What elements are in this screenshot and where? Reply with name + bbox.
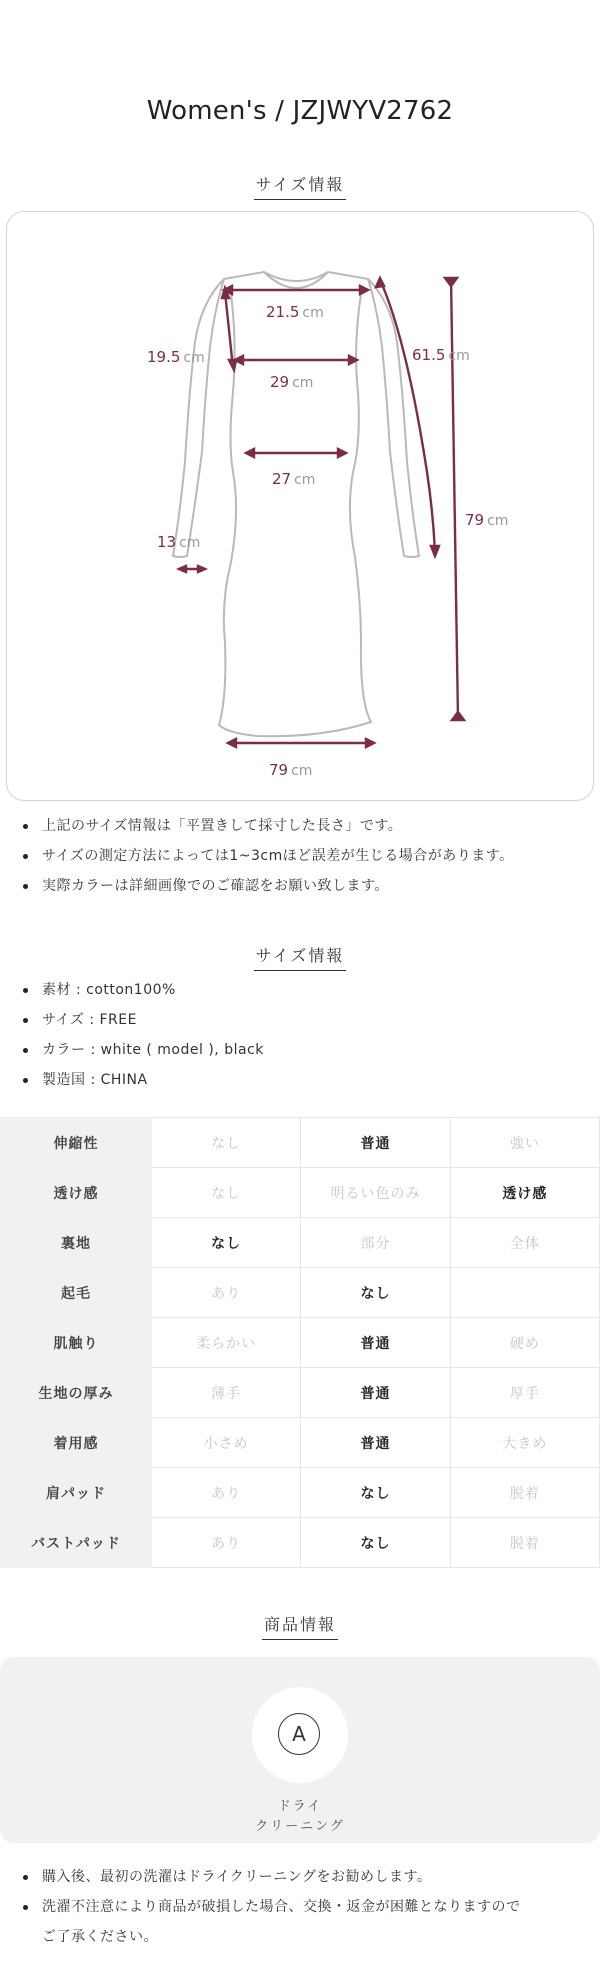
attribute-label: 透け感 — [1, 1168, 152, 1218]
care-symbol — [252, 1687, 348, 1783]
size-notes — [0, 811, 600, 901]
list-item: サイズの測定方法によっては1~3cmほど誤差が生じる場合があります。 — [0, 841, 600, 871]
attribute-label: 起毛 — [1, 1268, 152, 1318]
attribute-option: なし — [152, 1218, 301, 1268]
table-row — [1, 1168, 600, 1218]
attribute-option: 薄手 — [152, 1368, 301, 1418]
spec-heading: サイズ情報 — [0, 943, 600, 971]
sleeve-label: 61.5 cm — [412, 346, 470, 364]
attribute-option: 透け感 — [450, 1168, 599, 1218]
list-item: カラー : white ( model ), black — [0, 1035, 600, 1065]
list-item: 製造国 : CHINA — [0, 1065, 600, 1095]
table-row — [1, 1418, 600, 1468]
attribute-option: 小さめ — [152, 1418, 301, 1468]
list-item: サイズ : FREE — [0, 1005, 600, 1035]
table-row — [1, 1468, 600, 1518]
attribute-option: なし — [301, 1468, 450, 1518]
table-row — [1, 1118, 600, 1168]
attribute-option: なし — [152, 1118, 301, 1168]
attribute-option: 部分 — [301, 1218, 450, 1268]
attribute-table — [0, 1117, 600, 1568]
length-dimension — [451, 278, 458, 720]
attribute-option: 全体 — [450, 1218, 599, 1268]
care-panel — [0, 1657, 600, 1843]
attribute-option: 厚手 — [450, 1368, 599, 1418]
care-label: ドライ クリーニング — [255, 1799, 345, 1834]
attribute-label: 生地の厚み — [1, 1368, 152, 1418]
table-row — [1, 1268, 600, 1318]
attribute-option — [450, 1268, 599, 1318]
table-row — [1, 1368, 600, 1418]
attribute-option: 普通 — [301, 1118, 450, 1168]
list-item: 購入後、最初の洗濯はドライクリーニングをお勧めします。 — [0, 1862, 600, 1892]
attribute-label: バストパッド — [1, 1518, 152, 1568]
dress-diagram — [7, 212, 593, 800]
list-item: 実際カラーは詳細画像でのご確認をお願い致します。 — [0, 871, 600, 901]
list-item-continued: ご了承ください。 — [42, 1929, 158, 1945]
hem-label: 79 cm — [269, 761, 313, 779]
attribute-option: あり — [152, 1518, 301, 1568]
attribute-option: 強い — [450, 1118, 599, 1168]
bust-label: 29 cm — [270, 373, 314, 391]
table-row — [1, 1518, 600, 1568]
attribute-label: 着用感 — [1, 1418, 152, 1468]
table-row — [1, 1218, 600, 1268]
table-row — [1, 1318, 600, 1368]
shoulder-label: 21.5 cm — [266, 303, 324, 321]
page-title: Women's / JZJWYV2762 — [146, 96, 454, 126]
attribute-option: 硬め — [450, 1318, 599, 1368]
product-info-heading: 商品情報 — [0, 1612, 600, 1640]
size-diagram — [6, 211, 594, 801]
cuff-label: 13 cm — [157, 533, 201, 551]
attribute-label: 裏地 — [1, 1218, 152, 1268]
care-notes — [0, 1862, 600, 1952]
spec-list — [0, 975, 600, 1095]
attribute-option: あり — [152, 1268, 301, 1318]
sleeve-dimension — [381, 282, 435, 552]
attribute-option: なし — [301, 1268, 450, 1318]
list-item: 素材 : cotton100% — [0, 975, 600, 1005]
attribute-option: 明るい色のみ — [301, 1168, 450, 1218]
attribute-option: 大きめ — [450, 1418, 599, 1468]
attribute-option: 普通 — [301, 1418, 450, 1468]
attribute-label: 肌触り — [1, 1318, 152, 1368]
attribute-option: あり — [152, 1468, 301, 1518]
dress-outline — [173, 272, 419, 736]
attribute-option: 普通 — [301, 1368, 450, 1418]
attribute-option: なし — [152, 1168, 301, 1218]
dry-clean-icon: A — [278, 1713, 320, 1755]
size-info-heading: サイズ情報 — [0, 172, 600, 200]
attribute-option: 普通 — [301, 1318, 450, 1368]
waist-label: 27 cm — [272, 470, 316, 488]
attribute-option: 脱着 — [450, 1518, 599, 1568]
attribute-option: 脱着 — [450, 1468, 599, 1518]
attribute-label: 肩パッド — [1, 1468, 152, 1518]
armhole-label: 19.5 cm — [147, 348, 205, 366]
attribute-label: 伸縮性 — [1, 1118, 152, 1168]
list-item: 洗濯不注意により商品が破損した場合、交換・返金が困難となりますので — [0, 1892, 600, 1922]
attribute-option: 柔らかい — [152, 1318, 301, 1368]
length-label: 79 cm — [465, 511, 509, 529]
attribute-option: なし — [301, 1518, 450, 1568]
list-item: 上記のサイズ情報は「平置きして採寸した長さ」です。 — [0, 811, 600, 841]
